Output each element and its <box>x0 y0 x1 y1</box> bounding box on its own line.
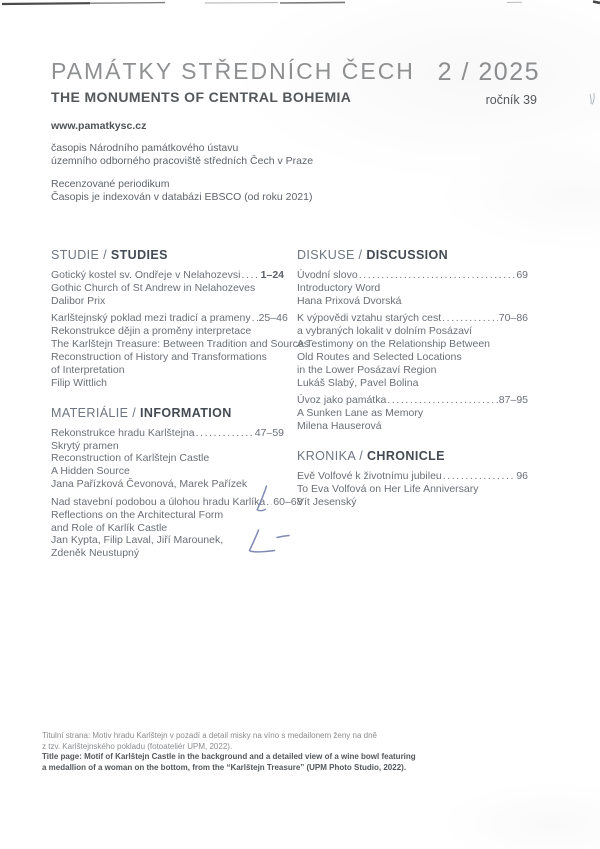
toc-entry-title-row <box>51 312 288 325</box>
toc-entry-title: Evě Volfové k životnímu jubileu <box>297 469 442 482</box>
toc-entry-title-row <box>297 312 528 325</box>
toc-entry-subtitle: A Sunken Lane as Memory <box>297 407 424 420</box>
toc-entry-pages: 47–59 <box>254 426 284 439</box>
section-label-cz: KRONIKA <box>297 448 356 463</box>
section-label-en: STUDIES <box>110 248 168 262</box>
review-info <box>51 178 313 204</box>
toc-entry-subtitle: A Testimony on the Relationship Between <box>297 338 491 351</box>
toc-entry <box>51 495 303 561</box>
section-label-en: DISCUSSION <box>366 248 449 262</box>
toc-entry-subtitle: Introductory Word <box>297 281 381 294</box>
masthead-meta <box>51 120 313 204</box>
toc-entry-authors: Filip Wittlich <box>51 376 108 389</box>
toc-entry-title: Úvoz jako památka <box>297 394 387 407</box>
toc-entry-pages: 69 <box>516 269 528 281</box>
toc-entry-pages: 1–24 <box>260 269 284 281</box>
toc-entry-authors: Hana Prixová Dvorská <box>297 294 402 307</box>
caption-cz-line: z tzv. Karlštejnského pokladu (fotoateliér UPM, 2022). <box>42 741 233 751</box>
issue-volume: ročník 39 <box>485 93 537 107</box>
toc-entry-subtitle: A Hidden Source <box>51 465 130 478</box>
dot-leader <box>241 269 259 282</box>
toc-entry-title: Gotický kostel sv. Ondřeje v Nelahozevsi <box>51 269 241 281</box>
toc-entry-title-row <box>51 269 284 282</box>
section-header-diskuse <box>297 248 528 263</box>
toc-entry-subtitle: Reflections on the Architectural Form <box>51 508 224 521</box>
cover-caption <box>42 731 416 773</box>
section-label-cz: STUDIE <box>51 248 100 262</box>
toc-entry-subtitle: in the Lower Posázaví Region <box>297 363 437 376</box>
caption-en-line: Title page: Motif of Karlštejn Castle in the background and a detailed view of a wine bowl featuring <box>42 752 416 761</box>
scan-smudge-mark <box>590 93 594 105</box>
toc-entry-subtitle: Old Routes and Selected Locations <box>297 350 462 363</box>
toc-entry <box>297 470 528 509</box>
toc-entry-title-row <box>51 495 303 509</box>
toc-entry-authors: Milena Hauserová <box>297 419 382 432</box>
dot-leader <box>443 470 516 483</box>
journal-website-url: www.pamatkysc.cz <box>51 120 147 132</box>
toc-entry <box>297 394 528 433</box>
dot-leader <box>196 427 254 440</box>
section-label-cz: DISKUSE <box>297 248 355 262</box>
publisher-info <box>51 142 313 168</box>
toc-entry-pages: 87–95 <box>498 394 528 407</box>
journal-title: PAMÁTKY STŘEDNÍCH ČECH <box>51 58 415 84</box>
issue-block <box>438 58 540 107</box>
toc-column-left <box>51 248 309 565</box>
journal-subtitle: THE MONUMENTS OF CENTRAL BOHEMIA <box>51 89 352 105</box>
section-separator: / <box>355 448 367 463</box>
toc-entry-subtitle: The Karlštejn Treasure: Between Tradition and Sources <box>51 338 309 351</box>
section-separator: / <box>354 248 367 262</box>
dot-leader <box>359 269 516 282</box>
toc-entry-title: Nad stavební podobou a úlohou hradu Karlíka <box>51 495 266 508</box>
toc-entry-pages: 96 <box>516 469 528 482</box>
toc-entry <box>51 312 309 389</box>
toc-entry-authors: Zdeněk Neustupný <box>51 547 140 560</box>
toc-entry <box>297 312 528 389</box>
toc-entry-pages: 25–46 <box>258 312 288 325</box>
dot-leader <box>266 496 272 509</box>
masthead <box>51 58 415 105</box>
dot-leader <box>442 312 498 325</box>
publisher-line: časopis Národního památkového ústavu <box>51 142 239 154</box>
toc-entry-subtitle: Skrytý pramen <box>51 439 119 452</box>
toc-entry-subtitle: Reconstruction of History and Transformations <box>51 350 267 363</box>
toc-entry-title: Rekonstrukce hradu Karlštejna <box>51 426 195 439</box>
toc-entry-subtitle: To Eva Volfová on Her Life Anniversary <box>297 482 479 495</box>
toc-entry-pages: 60–68 <box>273 495 303 508</box>
toc-entry-subtitle: a vybraných lokalit v dolním Posázaví <box>297 325 473 338</box>
toc-entry-authors: Jan Kypta, Filip Laval, Jiří Marounek, <box>51 534 224 547</box>
toc-entry-title-row <box>297 269 528 282</box>
section-header-kronika <box>297 449 528 464</box>
dot-leader <box>387 394 498 407</box>
toc-entry-title-row <box>297 394 528 407</box>
issue-number: 2 / 2025 <box>437 58 540 86</box>
publisher-line: územního odborného pracoviště středních Čech v Praze <box>51 155 314 167</box>
toc-entry-subtitle: Reconstruction of Karlštejn Castle <box>51 452 210 465</box>
caption-en-line: a medallion of a woman on the bottom, from the “Karlštejn Treasure” (UPM Photo Studio, 2022). <box>42 762 407 772</box>
toc-entry-subtitle: Rekonstrukce dějin a proměny interpretace <box>51 325 252 338</box>
section-separator: / <box>99 248 111 262</box>
toc-entry-title: Úvodní slovo <box>297 269 358 281</box>
section-label-en: CHRONICLE <box>367 448 445 463</box>
toc-entry <box>51 269 284 308</box>
section-label-cz: MATERIÁLIE <box>51 405 129 420</box>
toc-entry-title: K výpovědi vztahu starých cest <box>297 312 442 325</box>
section-header-materialie <box>51 406 284 421</box>
dot-leader <box>252 312 258 325</box>
toc-entry <box>51 427 284 492</box>
toc-entry-title-row <box>297 470 528 483</box>
section-separator: / <box>128 405 141 420</box>
toc-entry-authors: Dalibor Prix <box>51 294 106 307</box>
toc-entry-authors: Jana Pařízková Čevonová, Marek Pařízek <box>51 478 248 491</box>
toc-entry-subtitle: Gothic Church of St Andrew in Nelahozeves <box>51 281 256 294</box>
section-label-en: INFORMATION <box>140 405 232 420</box>
toc-entry-authors: Vít Jesenský <box>297 495 357 508</box>
review-line: Recenzované periodikum <box>51 178 170 190</box>
section-header-studie <box>51 248 284 263</box>
toc-entry-subtitle: of Interpretation <box>51 363 125 376</box>
toc-entry-authors: Lukáš Slabý, Pavel Bolina <box>297 376 419 389</box>
toc-entry-subtitle: and Role of Karlík Castle <box>51 521 168 534</box>
toc-entry-pages: 70–86 <box>498 312 528 325</box>
toc-entry <box>297 269 528 308</box>
toc-column-right <box>297 248 528 513</box>
toc-entry-title: Karlštejnský poklad mezi tradicí a prameny <box>51 312 251 325</box>
review-line: Časopis je indexován v databázi EBSCO (od roku 2021) <box>51 191 313 203</box>
toc-entry-title-row <box>51 427 284 440</box>
caption-cz-line: Titulní strana: Motiv hradu Karlštejn v pozadí a detail misky na víno s medailonem ženy na dně <box>42 731 377 740</box>
